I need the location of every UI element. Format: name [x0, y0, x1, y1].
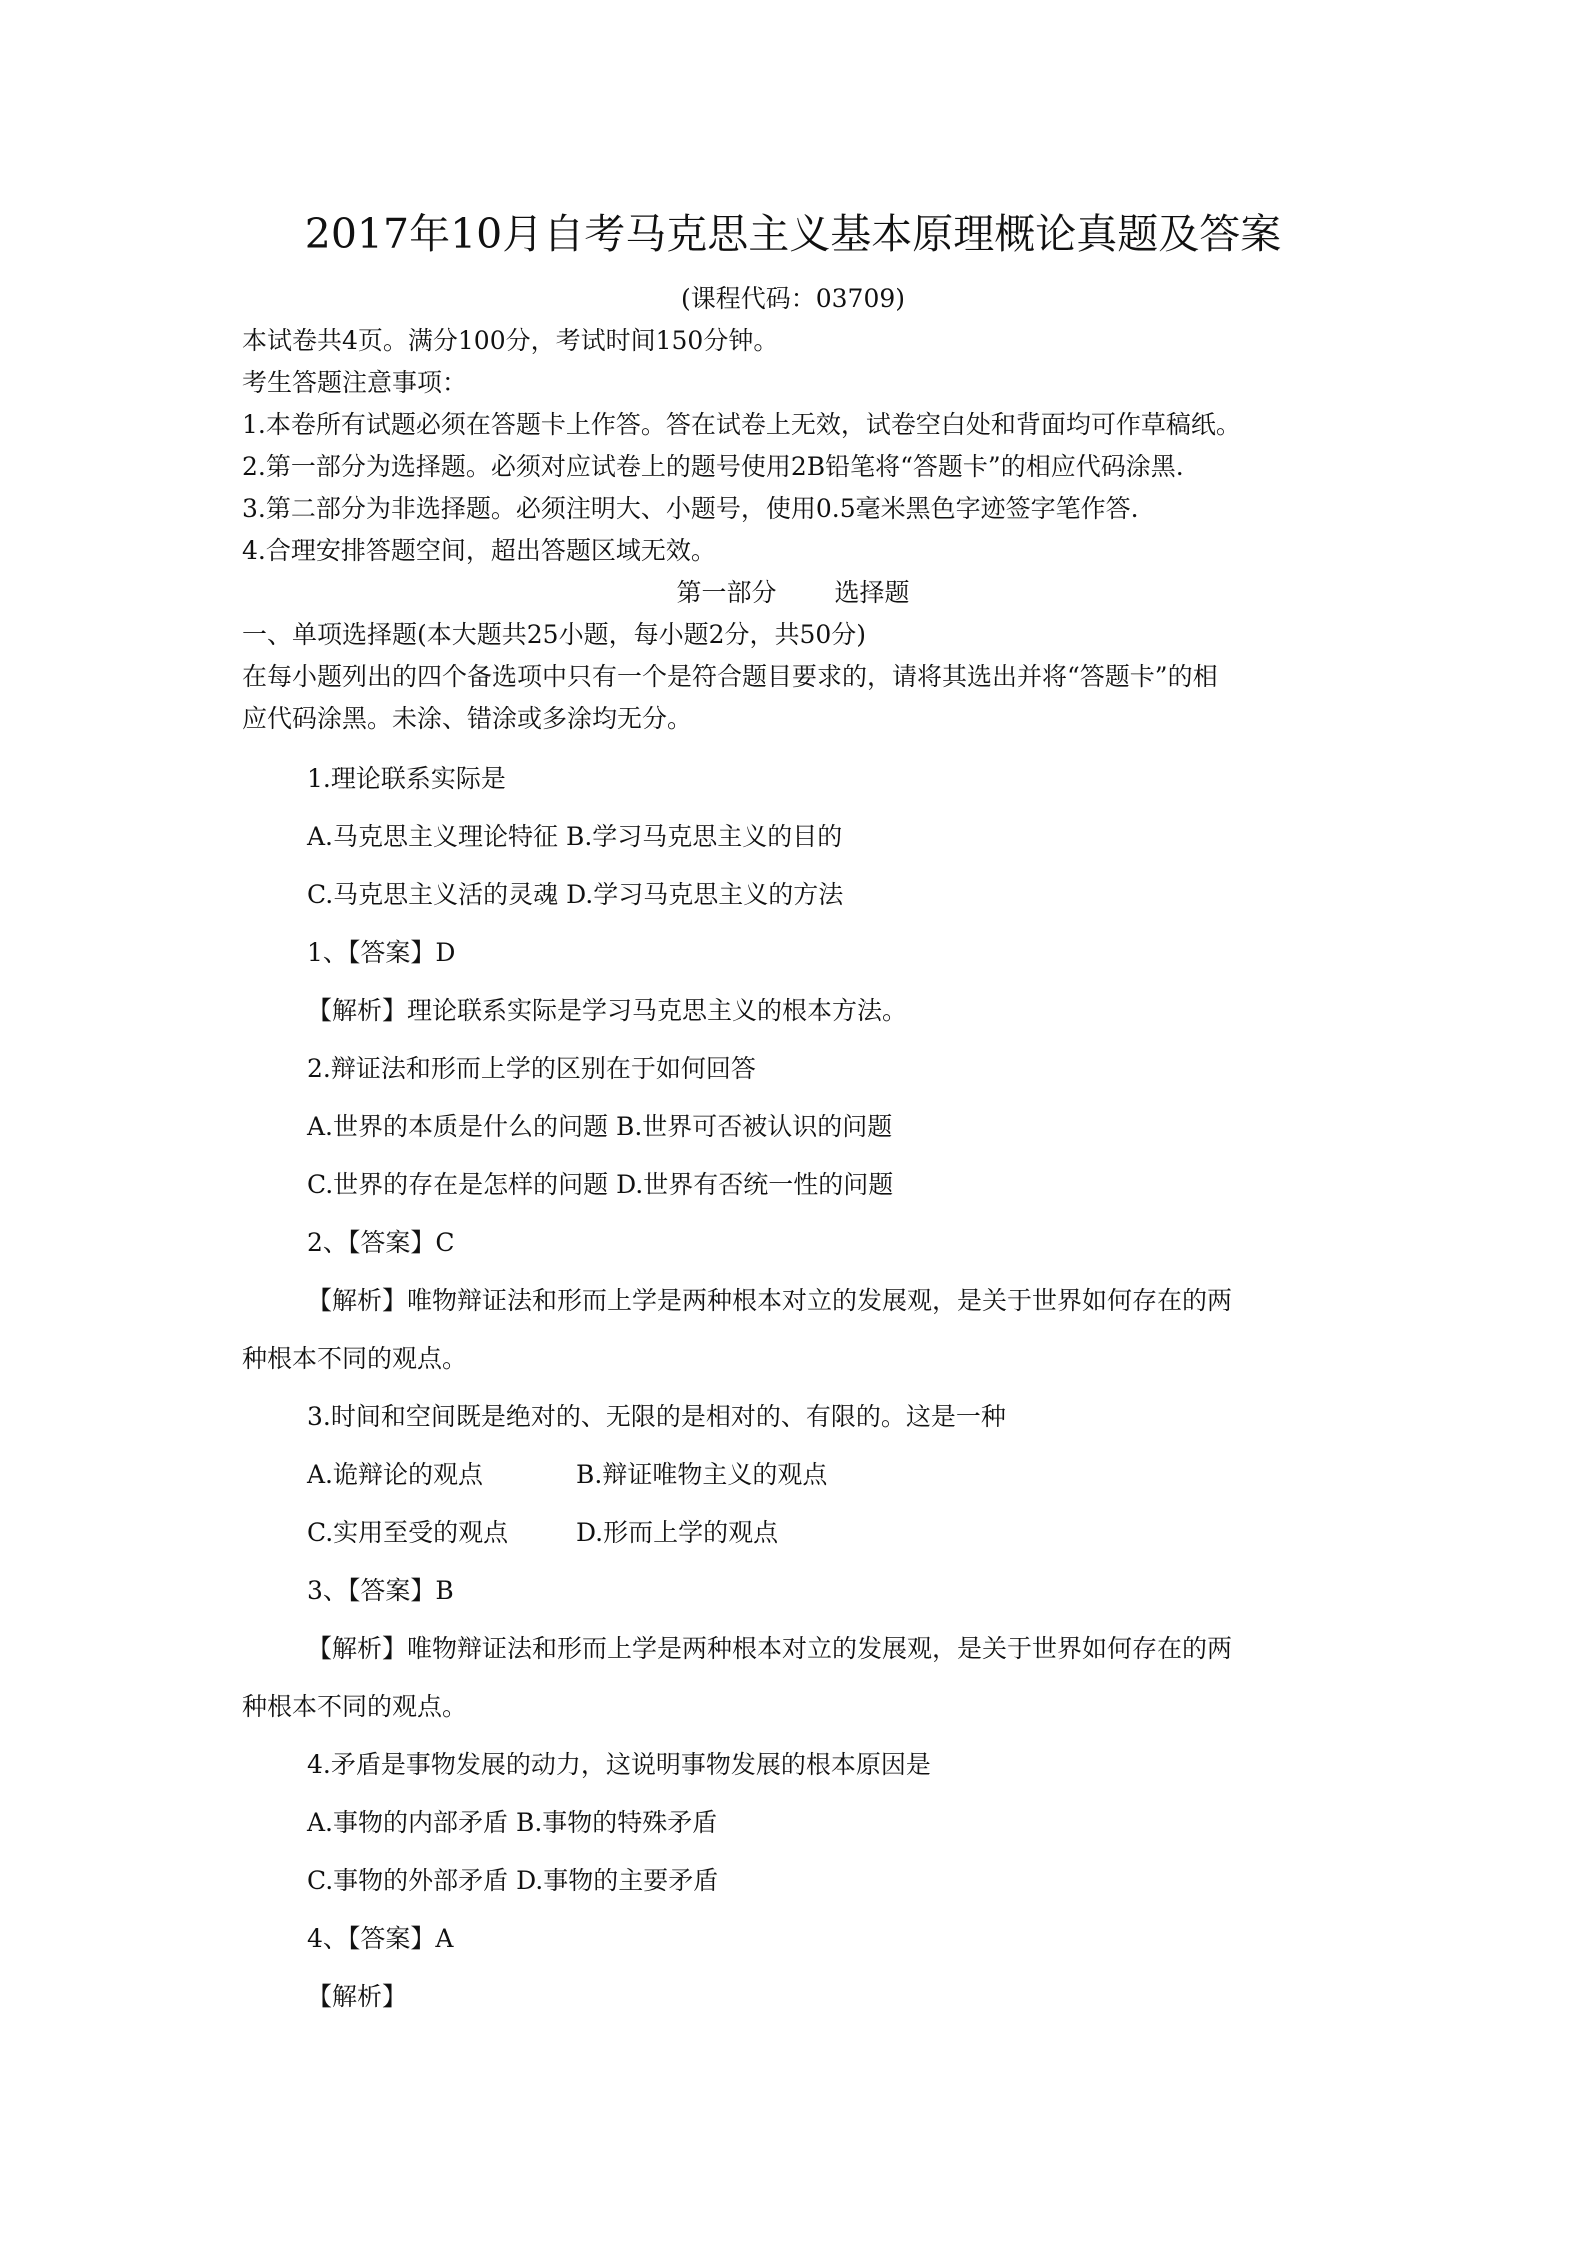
part-heading	[0, 576, 1586, 610]
question-answer: 1、【答案】D	[307, 938, 456, 967]
part-label: 第一部分	[676, 578, 777, 607]
question-options: A.世界的本质是什么的问题 B.世界可否被认识的问题	[307, 1112, 893, 1141]
option-b: B.辩证唯物主义的观点	[576, 1460, 828, 1489]
section-instructions: 在每小题列出的四个备选项中只有一个是符合题目要求的，请将其选出并将“答题卡”的相	[242, 662, 1218, 691]
question-options: C.世界的存在是怎样的问题 D.世界有否统一性的问题	[307, 1170, 894, 1199]
question-analysis: 种根本不同的观点。	[242, 1692, 468, 1721]
notice-heading: 考生答题注意事项：	[242, 368, 468, 397]
section-instructions: 应代码涂黑。未涂、错涂或多涂均无分。	[242, 704, 693, 733]
question-analysis: 【解析】唯物辩证法和形而上学是两种根本对立的发展观，是关于世界如何存在的两	[307, 1286, 1233, 1315]
question-stem: 2.辩证法和形而上学的区别在于如何回答	[307, 1054, 756, 1083]
notice-item: 1.本卷所有试题必须在答题卡上作答。答在试卷上无效，试卷空白处和背面均可作草稿纸。	[242, 410, 1241, 439]
notice-item: 2.第一部分为选择题。必须对应试卷上的题号使用2B铅笔将“答题卡”的相应代码涂黑.	[242, 452, 1184, 481]
question-options: A.马克思主义理论特征 B.学习马克思主义的目的	[307, 822, 843, 851]
notice-item: 3.第二部分为非选择题。必须注明大、小题号，使用0.5毫米黑色字迹签字笔作答.	[242, 494, 1139, 523]
question-stem: 4.矛盾是事物发展的动力，这说明事物发展的根本原因是	[307, 1750, 931, 1779]
option-d: D.形而上学的观点	[576, 1518, 779, 1547]
question-options: A.事物的内部矛盾 B.事物的特殊矛盾	[307, 1808, 718, 1837]
question-analysis: 【解析】理论联系实际是学习马克思主义的根本方法。	[307, 996, 908, 1025]
question-analysis: 【解析】唯物辩证法和形而上学是两种根本对立的发展观，是关于世界如何存在的两	[307, 1634, 1233, 1663]
question-analysis: 种根本不同的观点。	[242, 1344, 468, 1373]
course-code: (课程代码：03709)	[680, 284, 906, 313]
question-options: C.马克思主义活的灵魂 D.学习马克思主义的方法	[307, 880, 844, 909]
option-c: C.实用至受的观点	[307, 1518, 509, 1547]
section-title: 一、单项选择题(本大题共25小题，每小题2分，共50分)	[242, 620, 867, 649]
option-a: A.诡辩论的观点	[307, 1460, 484, 1489]
question-analysis: 【解析】	[307, 1982, 408, 2011]
question-options: C.事物的外部矛盾 D.事物的主要矛盾	[307, 1866, 719, 1895]
question-answer: 3、【答案】B	[307, 1576, 454, 1605]
part-name: 选择题	[834, 578, 910, 607]
notice-item: 4.合理安排答题空间，超出答题区域无效。	[242, 536, 716, 565]
question-answer: 4、【答案】A	[307, 1924, 454, 1953]
exam-intro: 本试卷共4页。满分100分，考试时间150分钟。	[242, 326, 779, 355]
question-stem: 1.理论联系实际是	[307, 764, 506, 793]
question-stem: 3.时间和空间既是绝对的、无限的是相对的、有限的。这是一种	[307, 1402, 1006, 1431]
question-answer: 2、【答案】C	[307, 1228, 455, 1257]
document-title: 2017年10月自考马克思主义基本原理概论真题及答案	[304, 210, 1282, 258]
